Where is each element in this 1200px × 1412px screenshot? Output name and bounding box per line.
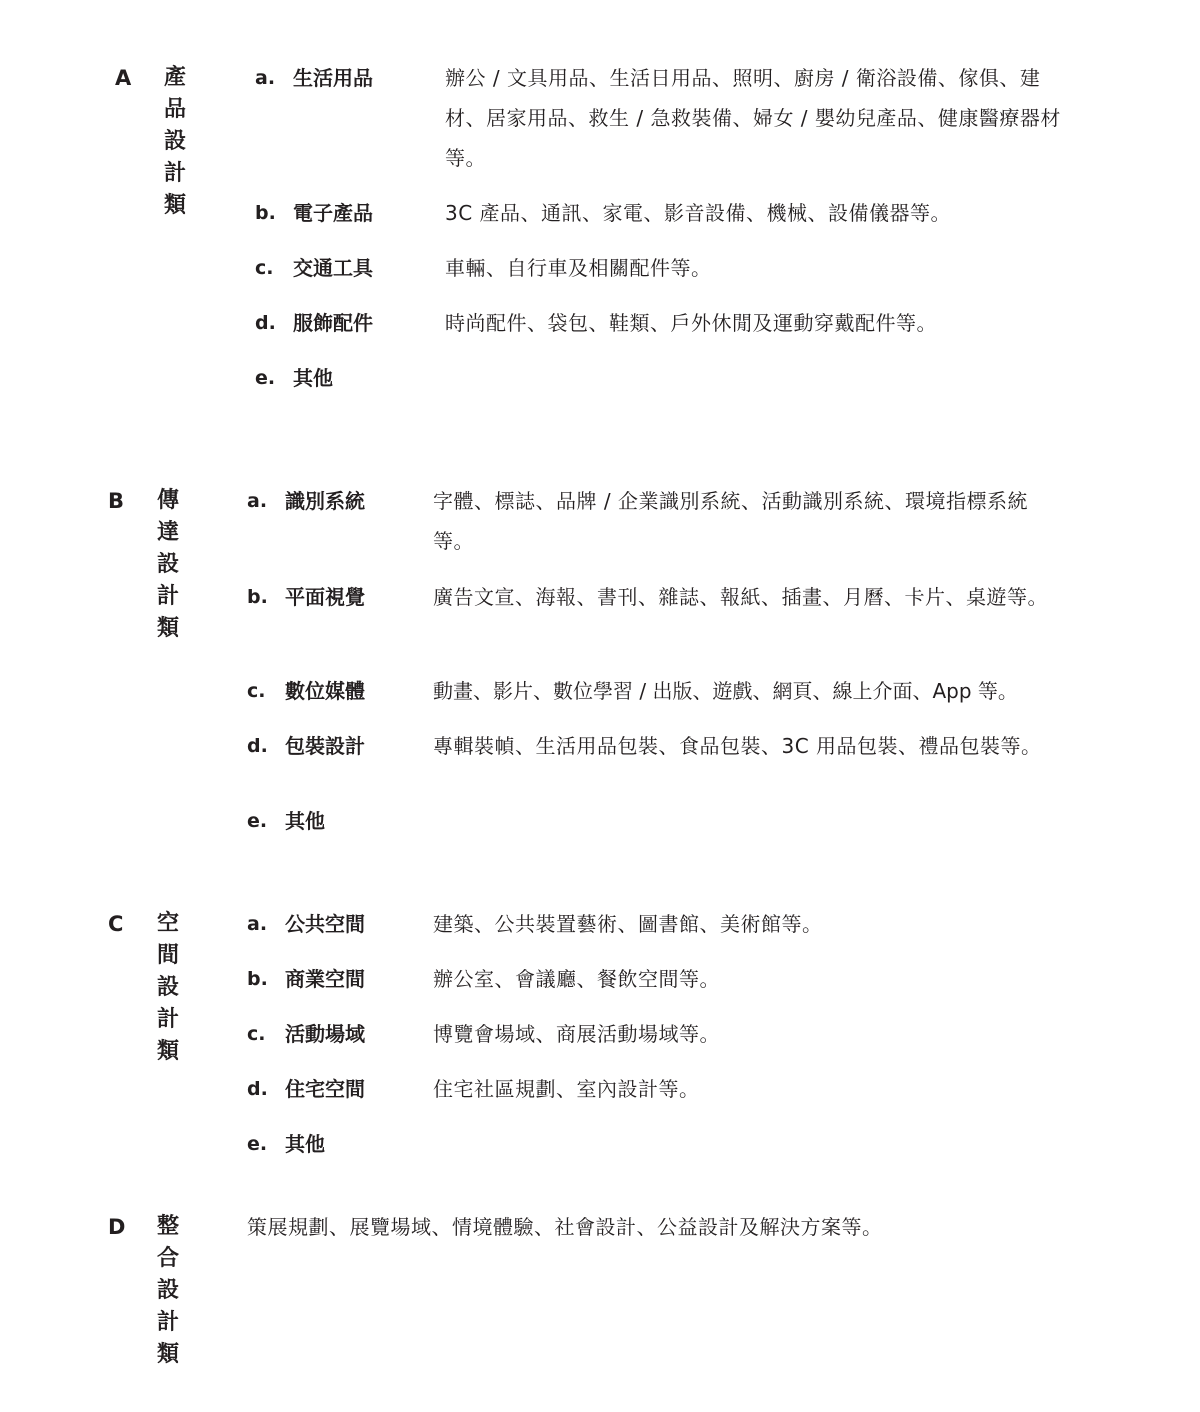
item-letter: b.	[247, 586, 268, 608]
section-letter: A	[115, 66, 132, 90]
title-char: 整	[156, 1214, 179, 1239]
item-label: 公共空間	[285, 912, 365, 936]
item-description: 住宅社區規劃、室內設計等。	[433, 1077, 700, 1101]
item-letter: e.	[247, 1133, 268, 1155]
list-item	[255, 364, 1085, 392]
title-char: 合	[156, 1246, 179, 1271]
list-item	[247, 583, 1077, 617]
item-label: 服飾配件	[293, 311, 373, 335]
item-letter: e.	[247, 810, 268, 832]
title-char: 類	[156, 616, 179, 641]
item-description: 專輯裝幀、生活用品包裝、食品包裝、3C 用品包裝、禮品包裝等。	[433, 734, 1042, 758]
list-item	[247, 1020, 1077, 1054]
item-label: 數位媒體	[285, 679, 365, 703]
item-description: 3C 產品、通訊、家電、影音設備、機械、設備儀器等。	[445, 201, 952, 225]
item-letter: c.	[247, 1023, 266, 1045]
item-description: 動畫、影片、數位學習 / 出版、遊戲、網頁、線上介面、App 等。	[433, 679, 1018, 703]
item-label: 商業空間	[285, 967, 365, 991]
title-char: 設	[156, 975, 179, 1000]
item-label: 活動場域	[285, 1022, 365, 1046]
list-item	[255, 64, 1085, 178]
item-letter: b.	[255, 202, 276, 224]
title-char: 類	[156, 1039, 179, 1064]
item-description: 辦公 / 文具用品、生活日用品、照明、廚房 / 衛浴設備、傢俱、建材、居家用品、救生 / 急救裝備、婦女 / 嬰幼兒產品、健康醫療器材等。	[445, 66, 1061, 170]
item-label: 交通工具	[293, 256, 373, 280]
item-description: 字體、標誌、品牌 / 企業識別系統、活動識別系統、環境指標系統等。	[433, 489, 1028, 553]
item-label: 電子產品	[293, 201, 373, 225]
title-char: 傳	[156, 488, 179, 513]
section-letter: D	[108, 1215, 126, 1239]
item-letter: a.	[247, 913, 268, 935]
section-title	[153, 908, 183, 1068]
section-letter: C	[108, 912, 124, 936]
title-char: 計	[156, 584, 179, 609]
list-item	[255, 199, 1085, 233]
title-char: 設	[156, 1278, 179, 1303]
item-label: 其他	[293, 366, 333, 390]
item-label: 平面視覺	[285, 585, 365, 609]
title-char: 產	[163, 65, 186, 90]
item-label: 生活用品	[293, 66, 373, 90]
item-label: 識別系統	[285, 489, 365, 513]
list-item	[247, 732, 1077, 766]
item-letter: d.	[255, 312, 276, 334]
section-title	[160, 62, 190, 222]
item-letter: a.	[255, 67, 276, 89]
list-item	[247, 965, 1077, 999]
item-letter: d.	[247, 1078, 268, 1100]
list-item	[255, 309, 1085, 343]
title-char: 類	[163, 193, 186, 218]
item-letter: a.	[247, 490, 268, 512]
item-description: 時尚配件、袋包、鞋類、戶外休閒及運動穿戴配件等。	[445, 311, 937, 335]
item-letter: c.	[247, 680, 266, 702]
list-item	[247, 807, 1077, 835]
title-char: 品	[163, 97, 186, 122]
title-char: 計	[156, 1310, 179, 1335]
title-char: 空	[156, 911, 179, 936]
item-letter: d.	[247, 735, 268, 757]
list-item	[247, 1130, 1077, 1158]
list-item	[247, 677, 1077, 711]
item-description: 廣告文宣、海報、書刊、雜誌、報紙、插畫、月曆、卡片、桌遊等。	[433, 585, 1048, 609]
title-char: 設	[163, 129, 186, 154]
item-description: 辦公室、會議廳、餐飲空間等。	[433, 967, 720, 991]
item-letter: e.	[255, 367, 276, 389]
list-item	[247, 910, 1077, 944]
section-letter: B	[108, 489, 125, 513]
section-description: 策展規劃、展覽場域、情境體驗、社會設計、公益設計及解決方案等。	[247, 1215, 883, 1239]
title-char: 計	[163, 161, 186, 186]
list-item	[255, 254, 1085, 288]
item-description: 車輛、自行車及相關配件等。	[445, 256, 712, 280]
item-label: 包裝設計	[285, 734, 365, 758]
item-letter: b.	[247, 968, 268, 990]
item-description: 建築、公共裝置藝術、圖書館、美術館等。	[433, 912, 823, 936]
title-char: 設	[156, 552, 179, 577]
section-title	[153, 485, 183, 645]
title-char: 計	[156, 1007, 179, 1032]
list-item	[247, 487, 1077, 561]
list-item	[247, 1075, 1077, 1109]
item-label: 住宅空間	[285, 1077, 365, 1101]
item-label: 其他	[285, 1132, 325, 1156]
title-char: 間	[156, 943, 179, 968]
item-label: 其他	[285, 809, 325, 833]
item-letter: c.	[255, 257, 274, 279]
item-description: 博覽會場域、商展活動場域等。	[433, 1022, 720, 1046]
section-title	[153, 1211, 183, 1371]
title-char: 達	[156, 520, 179, 545]
title-char: 類	[156, 1342, 179, 1367]
